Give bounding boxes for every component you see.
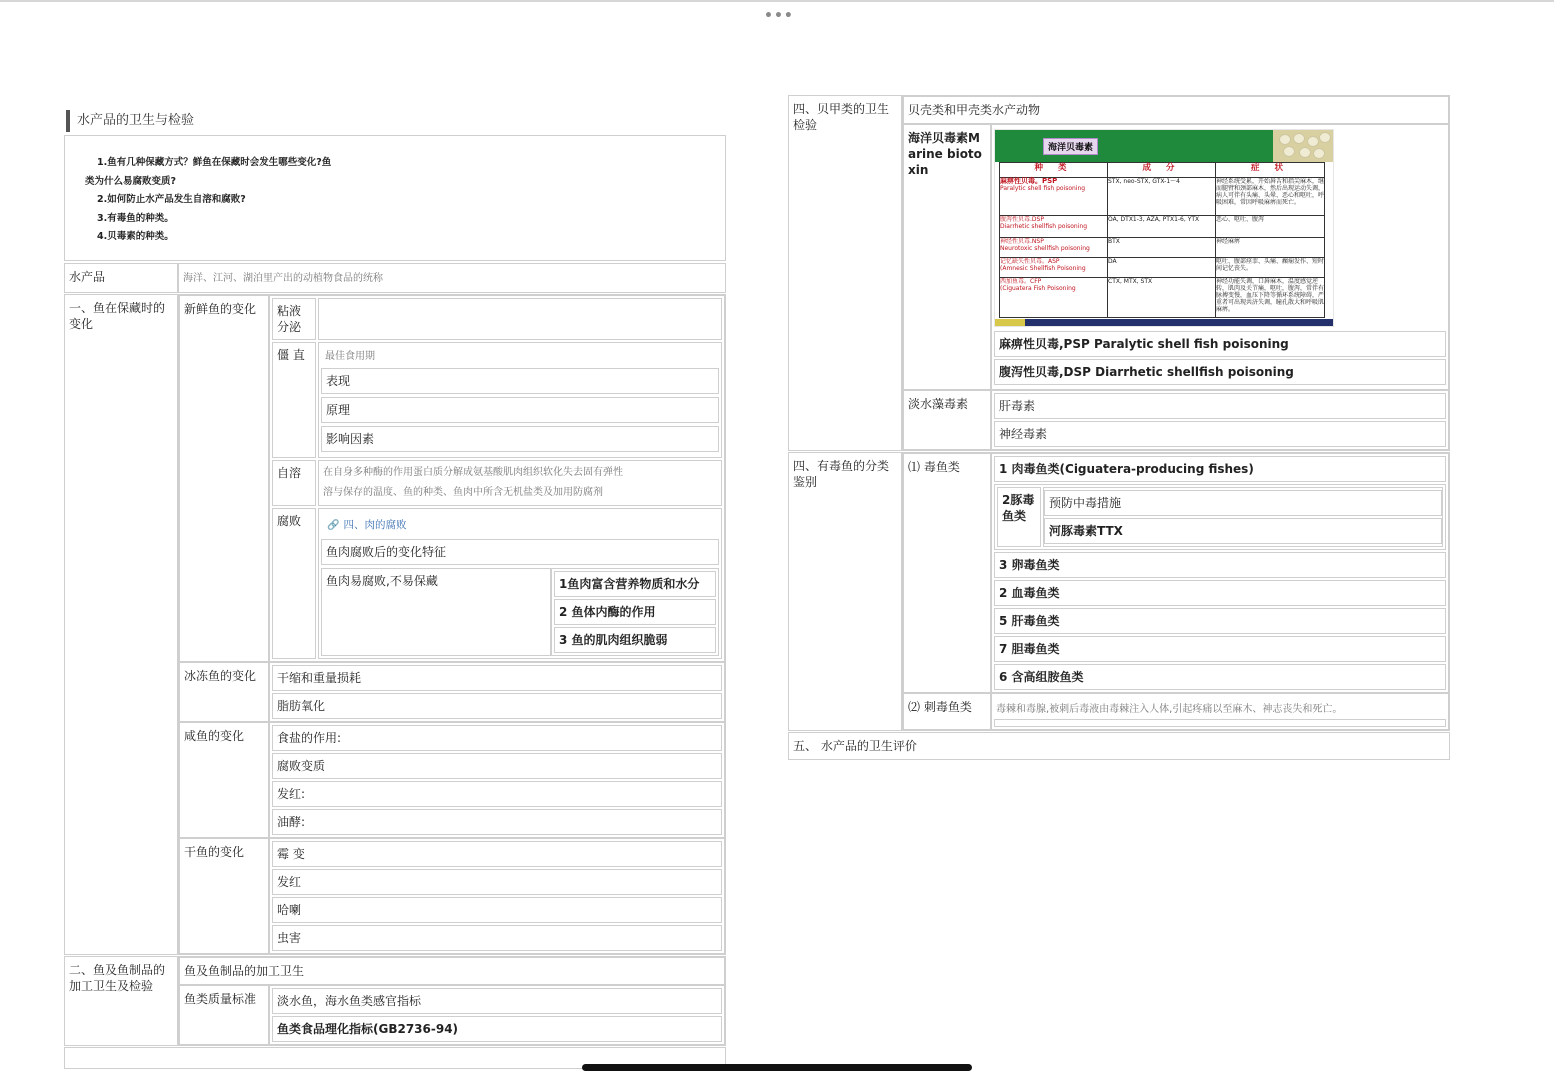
aquatic-desc: 海洋、江河、湖泊里产出的动植物食品的统称 <box>178 263 726 293</box>
image-title: 海洋贝毒素 <box>1043 138 1098 155</box>
question-line: 3.有毒鱼的种类。 <box>97 212 174 224</box>
section-4a-label: 四、贝甲类的卫生检验 <box>788 95 902 451</box>
autolysis-line: 在自身多种酶的作用蛋白质分解成氨基酸肌肉组织软化失去固有弹性 <box>323 467 623 478</box>
mucus-label: 粘液分泌 <box>272 298 316 340</box>
quality-item: 鱼类食品理化指标(GB2736-94) <box>272 1016 722 1042</box>
fresh-fish-label: 新鲜鱼的变化 <box>179 295 269 662</box>
aquatic-label: 水产品 <box>64 263 178 293</box>
puffer-item: 河豚毒素TTX <box>1044 518 1442 544</box>
tox-sym: 神经系统受累，开始唇舌和指尖麻木，继而腿臂和颈部麻木，然后出现运动失调，病人可伴有头痛、头晕、恶心和呕吐，呼吸困难，常因呼吸麻痹而死亡。 <box>1216 178 1325 216</box>
quality-standard-label: 鱼类质量标准 <box>179 985 269 1045</box>
toxic-item: 1 肉毒鱼类(Ciguatera-producing fishes) <box>994 456 1446 482</box>
spoil-reason: 3 鱼的肌肉组织脆弱 <box>554 627 716 653</box>
mucus-content <box>318 298 722 340</box>
autolysis-line: 溶与保存的温度、鱼的种类、鱼肉中所含无机盐类及加用防腐剂 <box>323 487 603 498</box>
tox-sym: 恶心、呕吐、腹泻 <box>1216 216 1325 238</box>
toxic-item: 2 血毒鱼类 <box>994 580 1446 606</box>
more-options-icon[interactable]: ••• <box>764 8 794 24</box>
section-5-label: 五、 水产品的卫生评价 <box>788 732 1450 760</box>
tox-name: 神经性贝毒.NSP Neurotoxic shellfish poisoning <box>1000 238 1108 258</box>
toxic-item: 7 胆毒鱼类 <box>994 636 1446 662</box>
spoil-easy: 鱼肉易腐败,不易保藏 <box>321 568 551 656</box>
question-line: 类为什么易腐败变质? <box>85 175 177 187</box>
frozen-item: 脂肪氧化 <box>272 693 722 719</box>
tox-sym: 呕吐、腹部痉挛、头痛、癫痫发作、短时间记忆丧失。 <box>1216 258 1325 278</box>
tox-sym: 神经麻痹 <box>1216 238 1325 258</box>
salted-item: 食盐的作用: <box>272 725 722 751</box>
toxic-item: 3 卵毒鱼类 <box>994 552 1446 578</box>
autolysis-label: 自溶 <box>272 460 316 506</box>
tox-comp: BTX <box>1108 238 1216 258</box>
section-2 <box>64 956 726 1046</box>
section-4b <box>788 452 1450 731</box>
rigor-item: 原理 <box>321 397 719 423</box>
dried-item: 哈喇 <box>272 897 722 923</box>
sting-fish-desc: 毒棘和毒腺,被刺后毒液由毒棘注入人体,引起疼痛以至麻木、神志丧失和死亡。 <box>996 704 1343 715</box>
dried-fish-label: 干鱼的变化 <box>179 838 269 954</box>
puffer-label: 2豚毒鱼类 <box>997 487 1041 547</box>
dried-item: 发红 <box>272 869 722 895</box>
tox-header: 成 分 <box>1108 163 1216 178</box>
tox-comp: OA, DTX1-3, AZA, PTX1-6, YTX <box>1108 216 1216 238</box>
link-icon: 🔗 <box>327 520 340 531</box>
rigor-item: 影响因素 <box>321 426 719 452</box>
salted-item: 腐败变质 <box>272 753 722 779</box>
image-banner <box>995 130 1333 162</box>
marine-item: 麻痹性贝毒,PSP Paralytic shell fish poisoning <box>994 331 1446 357</box>
tox-name: 西加鱼毒。CFP (Ciguatera Fish Poisoning <box>1000 278 1108 318</box>
section-4a <box>788 95 1450 451</box>
section-1 <box>64 294 726 955</box>
quality-item: 淡水鱼，海水鱼类感官指标 <box>272 988 722 1014</box>
tox-sym: 神经功能失调，口唇麻木，温度感觉逆转，肌肉及关节痛，呕吐，腹泻，常伴有脉搏变慢，血压下降等循环系统障碍，严重者可出现共济失调，瞳孔散大和呼吸肌麻痹。 <box>1216 278 1325 318</box>
puffer-item: 预防中毒措施 <box>1044 490 1442 516</box>
aquatic-row <box>64 263 726 293</box>
marine-biotoxin-label: 海洋贝毒素Marine biotoxin <box>903 124 991 390</box>
dried-item: 虫害 <box>272 925 722 951</box>
home-indicator[interactable] <box>582 1064 972 1071</box>
section-5 <box>788 732 1450 760</box>
question-line: 1.鱼有几种保藏方式？鲜鱼在保藏时会发生哪些变化?鱼 <box>97 157 332 168</box>
salted-fish-label: 咸鱼的变化 <box>179 722 269 838</box>
tox-name: 记忆缺失性贝毒。ASP (Amnesic Shellfish Poisoning <box>1000 258 1108 278</box>
meat-spoil-link[interactable]: 🔗 四、肉的腐败 <box>327 519 407 531</box>
toxic-item: 5 肝毒鱼类 <box>994 608 1446 634</box>
question-line: 2.如何防止水产品发生自溶和腐败? <box>97 194 246 205</box>
shellfish-header: 贝壳类和甲壳类水产动物 <box>903 96 1449 124</box>
processing-hygiene: 鱼及鱼制品的加工卫生 <box>179 957 725 985</box>
freshwater-item: 神经毒素 <box>994 421 1446 447</box>
tox-name: 麻痹性贝毒。PSP Paralytic shell fish poisoning <box>1000 178 1108 216</box>
freshwater-item: 肝毒素 <box>994 393 1446 419</box>
marine-item: 腹泻性贝毒,DSP Diarrhetic shellfish poisoning <box>994 359 1446 385</box>
frozen-fish-label: 冰冻鱼的变化 <box>179 662 269 722</box>
toxic-item: 6 含高组胺鱼类 <box>994 664 1446 690</box>
questions-box <box>64 135 726 261</box>
salted-item: 油酵: <box>272 809 722 835</box>
frozen-item: 干缩和重量损耗 <box>272 665 722 691</box>
tox-comp: DA <box>1108 258 1216 278</box>
tox-comp: STX, neo-STX, GTX-1～4 <box>1108 178 1216 216</box>
question-line: 4.贝毒素的种类。 <box>97 231 174 242</box>
shellfish-photo <box>1273 130 1333 162</box>
image-footer <box>995 319 1333 326</box>
tox-comp: CTX, MTX, STX <box>1108 278 1216 318</box>
section-2-label: 二、鱼及鱼制品的加工卫生及检验 <box>64 956 178 1046</box>
biotoxin-table-image <box>994 129 1334 327</box>
top-border <box>0 0 1554 2</box>
toxic-fish-label: ⑴ 毒鱼类 <box>903 453 991 693</box>
spoil-change: 鱼肉腐败后的变化特征 <box>321 539 719 565</box>
tox-header: 种 类 <box>1000 163 1108 178</box>
spoil-reason: 2 鱼体内酶的作用 <box>554 599 716 625</box>
right-page <box>788 95 1450 753</box>
section-4b-label: 四、有毒鱼的分类鉴别 <box>788 452 902 731</box>
tox-name: 腹泻性贝毒.DSP Diarrhetic shellfish poisoning <box>1000 216 1108 238</box>
page-title: 水产品的卫生与检验 <box>66 108 726 134</box>
freshwater-toxin-label: 淡水藻毒素 <box>903 390 991 450</box>
spoil-label: 腐败 <box>272 508 316 659</box>
rigor-label: 僵 直 <box>272 342 316 458</box>
rigor-note: 最佳食用期 <box>325 351 375 362</box>
biotoxin-table <box>999 162 1325 318</box>
section-1-label: 一、鱼在保藏时的变化 <box>64 294 178 955</box>
spoil-reason: 1鱼肉富含营养物质和水分 <box>554 571 716 597</box>
dried-item: 霉 变 <box>272 841 722 867</box>
salted-item: 发红: <box>272 781 722 807</box>
rigor-item: 表现 <box>321 368 719 394</box>
sting-empty-row <box>994 719 1446 727</box>
sting-fish-label: ⑵ 刺毒鱼类 <box>903 693 991 730</box>
tox-header: 症 状 <box>1216 163 1325 178</box>
left-page <box>64 108 726 1036</box>
